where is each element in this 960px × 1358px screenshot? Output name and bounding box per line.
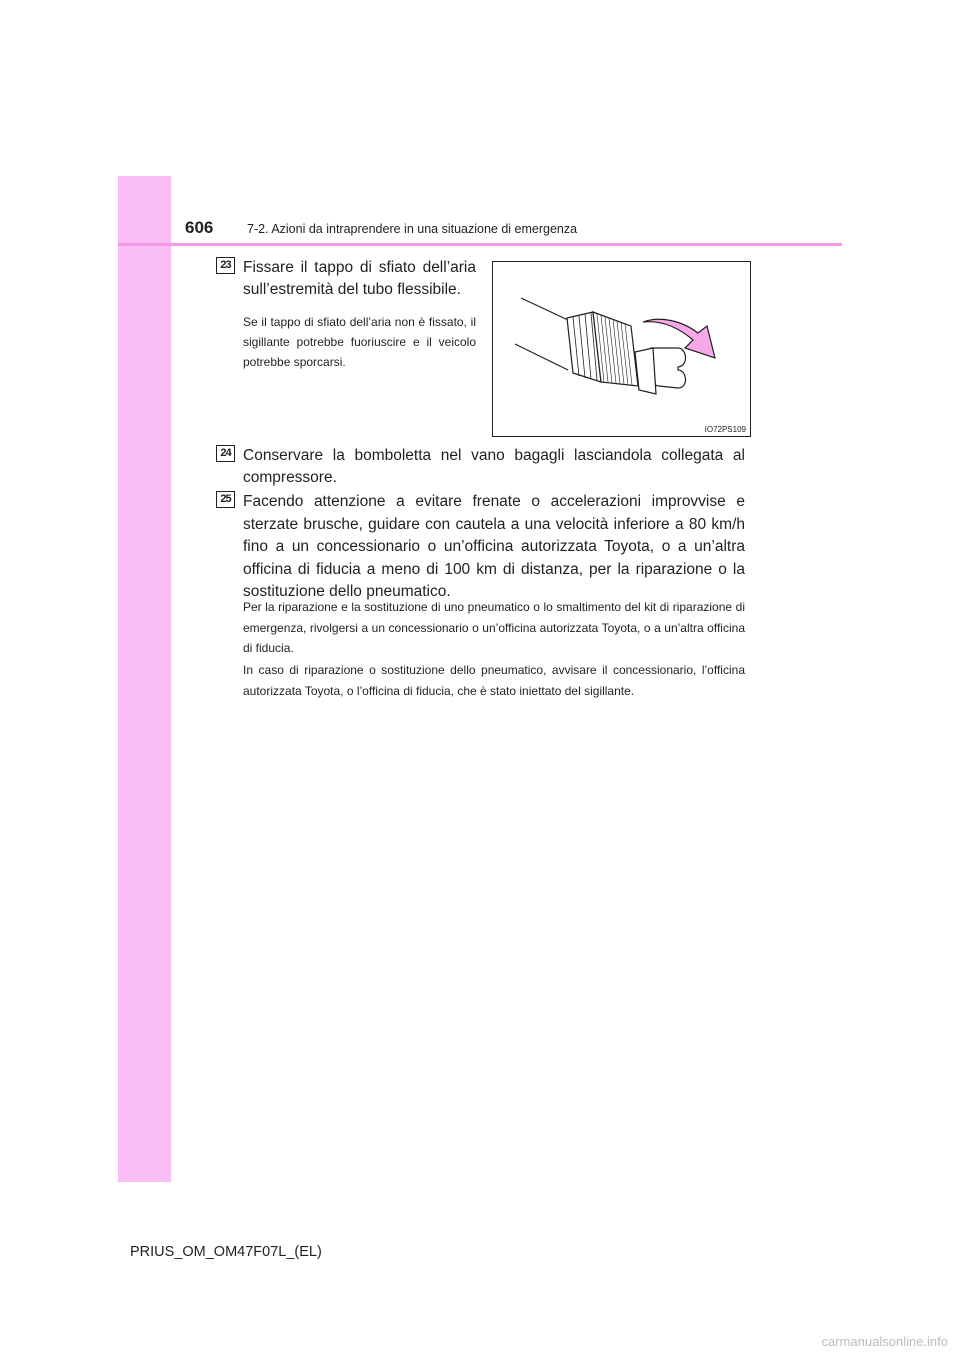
- chapter-side-bar: [118, 176, 171, 1182]
- step-badge-24: 24: [216, 445, 235, 462]
- step-25-note-2: In caso di riparazione o sostituzione dello pneumatico, avvisare il concessionario, l’officina autorizzata Toyota, o l’officina di fiducia, che è stato iniettato del sigillante.: [243, 663, 745, 698]
- page-number: 606: [185, 218, 214, 237]
- step-24-title: Conservare la bomboletta nel vano bagagli lasciandola collegata al compressore.: [243, 447, 745, 486]
- figure-code: IO72PS109: [704, 425, 746, 434]
- header-rule: [118, 243, 842, 246]
- chapter-title: 7-2. Azioni da intraprendere in una situazione di emergenza: [247, 222, 578, 236]
- hose-end-illustration: [493, 262, 750, 436]
- step-23-note: Se il tappo di sfiato dell’aria non è fissato, il sigillante potrebbe fuoriuscire e il veicolo potrebbe sporcarsi.: [243, 315, 476, 369]
- step-25-note-1: Per la riparazione e la sostituzione di uno pneumatico o lo smaltimento del kit di riparazione di emergenza, rivolgersi a un concessionario o un’officina autorizzata Toyota, o a un’altra officina di fiducia.: [243, 600, 745, 655]
- figure-hose-cap: [492, 261, 751, 437]
- step-25-title: Facendo attenzione a evitare frenate o accelerazioni improvvise e sterzate brusche, guidare con cautela a una velocità inferiore a 80 km/h fino a un concessionario o un’officina autorizzata Toyota, o a un’altra officina di fiducia a meno di 100 km di distanza, per la riparazione o la sostituzione dello pneumatico.: [243, 493, 745, 600]
- step-23-title: Fissare il tappo di sfiato dell’aria sull’estremità del tubo flessibile.: [243, 259, 476, 298]
- step-badge-23: 23: [216, 257, 235, 274]
- step-badge-25: 25: [216, 491, 235, 508]
- footer-doc-code: PRIUS_OM_OM47F07L_(EL): [130, 1244, 322, 1260]
- watermark: carmanualsonline.info: [821, 1334, 948, 1349]
